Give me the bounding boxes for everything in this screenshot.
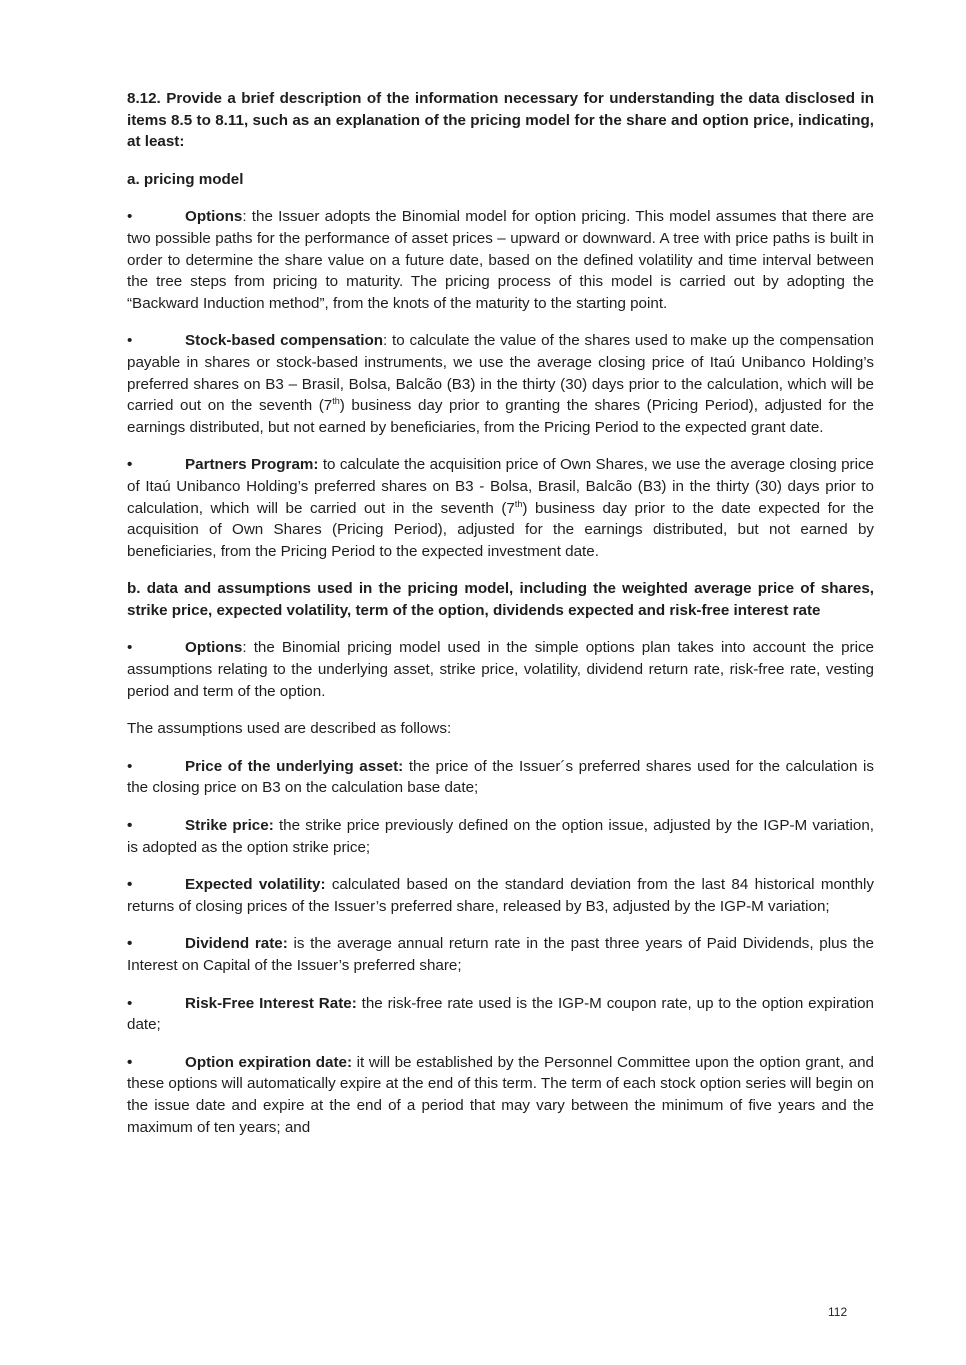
paragraph-options-binomial: [127, 637, 874, 702]
assumption-dividend-rate: [127, 933, 874, 976]
term-label: Risk-Free Interest Rate:: [185, 994, 357, 1012]
paragraph-text: the price of the Issuer´s preferred shares used for the calculation is the closing price on B3 on the calculation base date;: [127, 757, 874, 797]
paragraph-stock-based-compensation: [127, 330, 874, 438]
term-label: Strike price:: [185, 817, 274, 835]
bullet: •: [127, 332, 133, 350]
term-label: Partners Program:: [185, 456, 319, 474]
paragraph-text: : the Issuer adopts the Binomial model for option pricing. This model assumes that there are two possible paths for the performance of asset prices – upward or downward. A tree with price paths is built in order to determine the share value on a future date, based on the defined volatility and time interval between the tree steps from pricing to maturity. The pricing process of this model is carried out by adopting the “Backward Induction method”, from the knots of the maturity to the starting point.: [127, 208, 874, 312]
superscript: th: [514, 498, 523, 509]
assumption-risk-free-rate: [127, 993, 874, 1036]
bullet: •: [127, 994, 133, 1012]
bullet: •: [127, 639, 133, 657]
paragraph-text: the risk-free rate used is the IGP-M coupon rate, up to the option expiration date;: [127, 994, 874, 1034]
paragraph-text: ) business day prior to the date expected for the acquisition of Own Shares (Pricing Period), adjusted for the earnings distributed, but not earned by beneficiaries, from the Pricing Period to the expected investment date.: [127, 499, 874, 560]
bullet: •: [127, 876, 133, 894]
superscript: th: [332, 396, 340, 407]
section-heading: 8.12. Provide a brief description of the information necessary for understanding the data disclosed in items 8.5 to 8.11, such as an explanation of the pricing model for the share and option price, indicating, at least:: [127, 90, 874, 151]
bullet: •: [127, 456, 133, 474]
term-label: Price of the underlying asset:: [185, 757, 404, 775]
assumption-underlying-asset: [127, 756, 874, 799]
bullet: •: [127, 817, 133, 835]
paragraph-text: calculated based on the standard deviation from the last 84 historical monthly returns of closing prices of the Issuer’s preferred share, released by B3, adjusted by the IGP-M variation;: [127, 876, 874, 915]
page-number: 112: [828, 1305, 848, 1319]
term-label: Option expiration date:: [185, 1053, 353, 1071]
subheading-data-assumptions: b. data and assumptions used in the pricing model, including the weighted average price of shares, strike price, expected volatility, term of the option, dividends expected and risk-free interest rate: [127, 580, 874, 619]
term-label: Dividend rate:: [185, 935, 288, 953]
paragraph-partners-program: [127, 454, 874, 562]
bullet: •: [127, 1053, 133, 1071]
bullet: •: [127, 208, 133, 226]
paragraph-text: to calculate the acquisition price of Own Shares, we use the average closing price of Itaú Unibanco Holding’s preferred shares on B3 - Bolsa, Brasil, Balcão (B3) in the thirty (30) days prior to calculation, which will be carried out in the seventh (7: [127, 456, 874, 517]
paragraph-text: : to calculate the value of the shares used to make up the compensation payable in shares or stock-based instruments, we use the average closing price of Itaú Unibanco Holding’s preferred shares on B3 – Brasil, Bolsa, Balcão (B3) in the thirty (30) days prior to the calculation, which will be carried out on the seventh (7: [127, 332, 874, 415]
assumptions-intro: The assumptions used are described as follows:: [127, 720, 452, 738]
paragraph-text: is the average annual return rate in the past three years of Paid Dividends, plus the Interest on Capital of the Issuer’s preferred share;: [127, 935, 874, 974]
paragraph-text: the strike price previously defined on the option issue, adjusted by the IGP-M variation, is adopted as the option strike price;: [127, 817, 874, 856]
term-label: Options: [185, 208, 243, 226]
paragraph-text: : the Binomial pricing model used in the simple options plan takes into account the price assumptions relating to the underlying asset, strike price, volatility, dividend return rate, risk-free rate, vesting period and term of the option.: [127, 639, 874, 700]
term-label: Options: [185, 639, 243, 657]
bullet: •: [127, 757, 133, 775]
subheading-pricing-model: a. pricing model: [127, 170, 244, 188]
term-label: Expected volatility:: [185, 876, 326, 894]
paragraph-text: it will be established by the Personnel Committee upon the option grant, and these options will automatically expire at the end of this term. The term of each stock option series will begin on the issue date and expire at the end of a period that may vary between the minimum of five years and the maximum of ten years; and: [127, 1053, 875, 1136]
paragraph-options-pricing: [127, 206, 874, 314]
paragraph-text: ) business day prior to granting the shares (Pricing Period), adjusted for the earnings distributed, but not earned by beneficiaries, from the Pricing Period to the expected grant date.: [127, 397, 874, 436]
assumption-option-expiration: [127, 1052, 874, 1138]
assumption-strike-price: [127, 815, 874, 858]
assumption-expected-volatility: [127, 874, 874, 917]
document-page: [127, 88, 874, 1154]
term-label: Stock-based compensation: [185, 332, 384, 350]
bullet: •: [127, 935, 133, 953]
